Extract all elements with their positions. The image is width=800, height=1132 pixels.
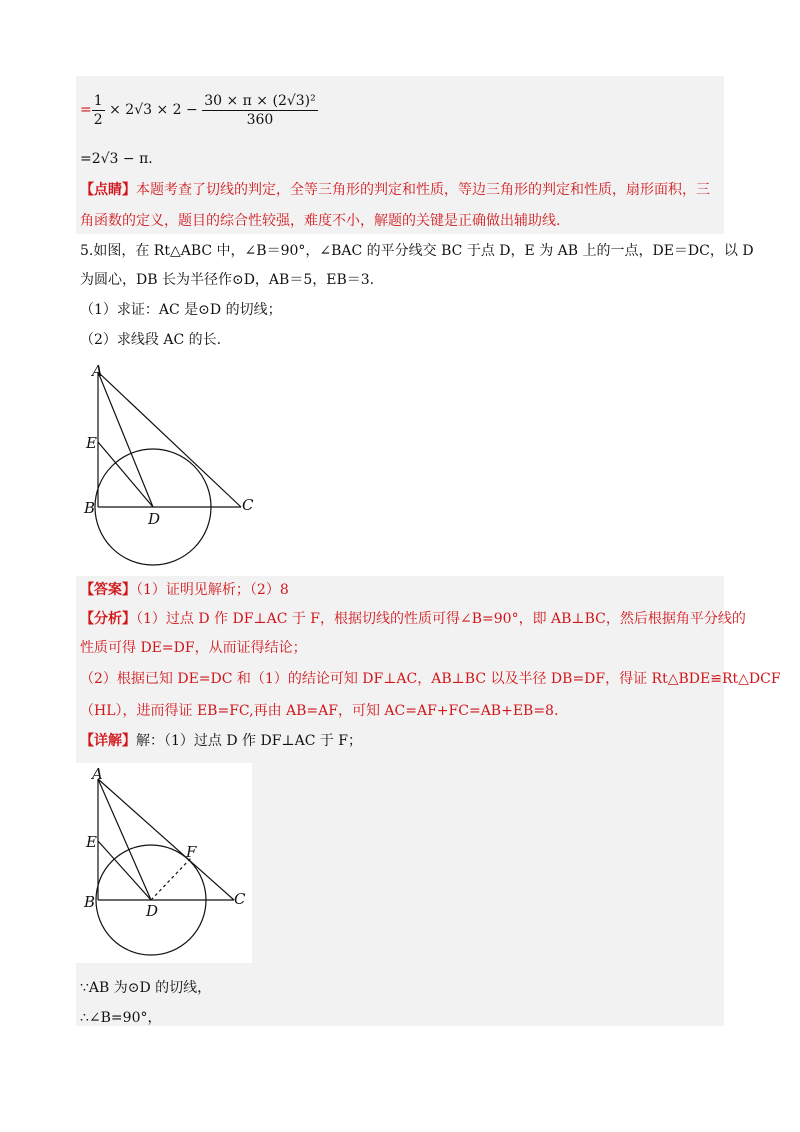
fraction-half: $\frac{1}{2}$ (93, 92, 103, 128)
geometry-figure-2 (76, 763, 252, 963)
problem-q2: （2）求线段 AC 的长. (80, 332, 222, 348)
label-B-2: B (84, 893, 96, 911)
analysis-line-4: （HL），进而得证 EB=FC,再由 AB=AF，可知 AC=AF+FC=AB+EB=8. (80, 703, 559, 719)
formula-area (80, 90, 318, 130)
dianjing-line-1: 【点睛】本题考查了切线的判定，全等三角形的判定和性质，等边三角形的判定和性质，扇形面积，三 (80, 182, 710, 198)
problem-line-1: 5.如图，在 Rt△ABC 中，∠B＝90°，∠BAC 的平分线交 BC 于点 D，E 为 AB 上的一点，DE＝DC，以 D (80, 243, 754, 259)
answer-line: 【答案】（1）证明见解析；（2）8 (80, 582, 289, 598)
answer-tag: 【答案】 (80, 582, 136, 598)
label-E-2: E (86, 833, 97, 851)
label-E: E (86, 434, 97, 452)
problem-line-2: 为圆心，DB 长为半径作⊙D，AB＝5，EB＝3. (80, 272, 375, 288)
label-C: C (242, 496, 254, 514)
formula-result: =2√3 − π. (80, 151, 153, 167)
detail-tag: 【详解】 (80, 733, 136, 749)
label-A: A (92, 362, 103, 380)
proof-line-2: ∴∠B=90°， (80, 1010, 162, 1026)
analysis-tag: 【分析】 (80, 611, 136, 627)
dianjing-line-2: 角函数的定义，题目的综合性较强，难度不小，解题的关键是正确做出辅助线. (80, 213, 561, 229)
detail-line: 【详解】解：（1）过点 D 作 DF⊥AC 于 F； (80, 733, 363, 749)
label-D-2: D (146, 902, 159, 920)
analysis-line-1: 【分析】（1）过点 D 作 DF⊥AC 于 F，根据切线的性质可得∠B=90°，即 AB⊥BC，然后根据角平分线的 (80, 611, 746, 627)
label-A-2: A (92, 765, 103, 783)
label-B: B (84, 499, 96, 517)
proof-line-1: ∵AB 为⊙D 的切线， (80, 980, 212, 996)
fraction-sector: $\frac{\text{30 × π × (2√3)²}}{360}$ (204, 92, 316, 128)
formula-middle: × 2√3 × 2 − (109, 102, 198, 118)
label-D: D (148, 510, 161, 528)
problem-q1: （1）求证：AC 是⊙D 的切线； (80, 302, 282, 318)
analysis-line-2: 性质可得 DE=DF，从而证得结论； (80, 640, 307, 656)
formula-equals: = (80, 102, 92, 118)
analysis-line-3: （2）根据已知 DE=DC 和（1）的结论可知 DF⊥AC，AB⊥BC 以及半径 DB=DF，得证 Rt△BDE≌Rt△DCF (80, 671, 781, 687)
geometry-figure-1 (76, 362, 336, 572)
dianjing-tag: 【点睛】 (80, 182, 136, 198)
label-C-2: C (234, 890, 246, 908)
label-F-2: F (186, 843, 197, 861)
